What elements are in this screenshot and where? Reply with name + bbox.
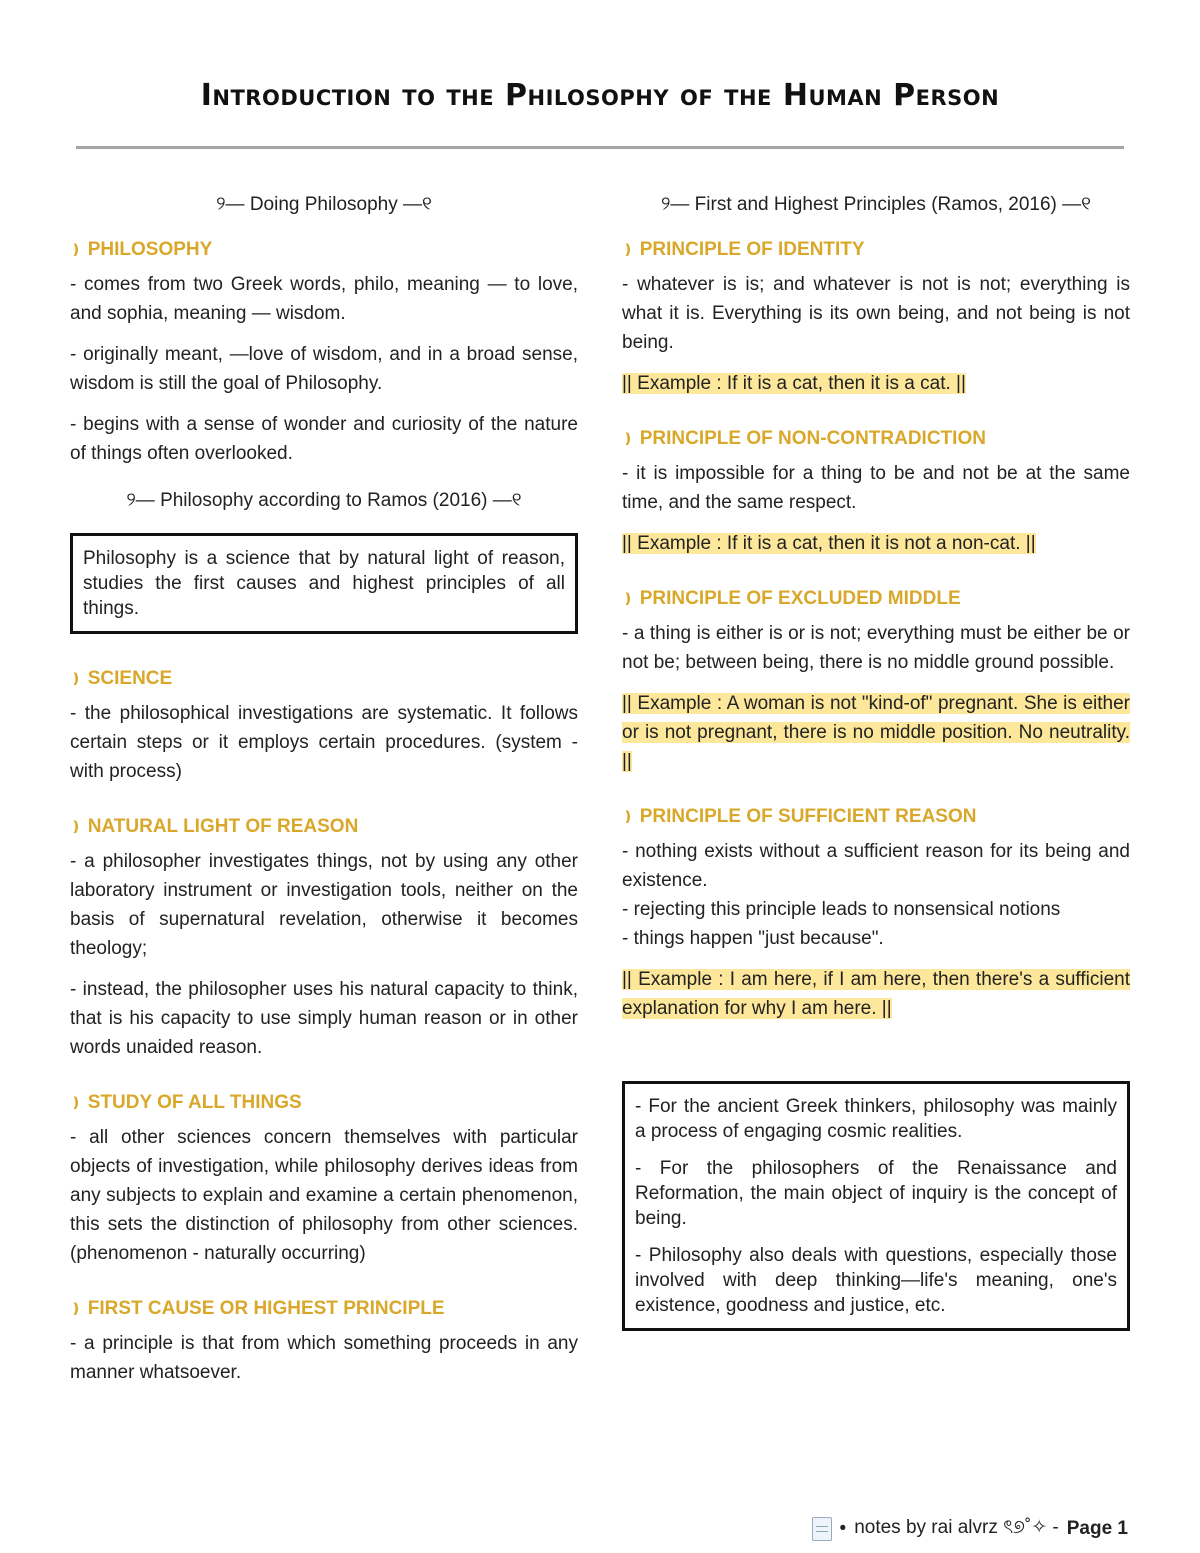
section-banner-doing-philosophy: ୨— Doing Philosophy —୧ (216, 194, 432, 215)
identity-example: || Example : If it is a cat, then it is a cat. || (622, 373, 966, 394)
bullet-marker-icon: ❫ (622, 430, 634, 446)
document-title: Introduction to the Philosophy of the Human Person (200, 78, 1000, 113)
heading-first-cause: ❫ FIRST CAUSE OR HIGHEST PRINCIPLE (70, 1294, 578, 1323)
heading-philosophy: ❫ PHILOSOPHY (70, 235, 578, 264)
bullet-marker-icon: ❫ (622, 590, 634, 606)
definition-box (70, 533, 578, 634)
bullet-marker-icon: ❫ (70, 818, 82, 834)
bullet-marker-icon: ❫ (622, 808, 634, 824)
non-contradiction-example-block (622, 529, 1130, 558)
excluded-middle-point-1: - a thing is either is or is not; everything must be either be or not be; between being, there is no middle ground possible. (622, 623, 1130, 673)
notes-box-point-1: - For the ancient Greek thinkers, philosophy was mainly a process of engaging cosmic realities. (635, 1096, 1117, 1142)
section-banner-principles: ୨— First and Highest Principles (Ramos, 2016) —୧ (660, 194, 1092, 215)
first-cause-point-1: - a principle is that from which something proceeds in any manner whatsoever. (70, 1333, 578, 1383)
excluded-middle-example: || Example : A woman is not "kind-of" pregnant. She is either or is not pregnant, there is no middle position. No neutrality. || (622, 693, 1130, 772)
natural-light-point-2: - instead, the philosopher uses his natural capacity to think, that is his capacity to use simply human reason or in other words unaided reason. (70, 979, 578, 1058)
sufficient-reason-point-2: - rejecting this principle leads to nonsensical notions (622, 899, 1061, 920)
bullet-marker-icon: ❫ (70, 670, 82, 686)
heading-sufficient-reason: ❫ PRINCIPLE OF SUFFICIENT REASON (622, 802, 1130, 831)
non-contradiction-example: || Example : If it is a cat, then it is not a non-cat. || (622, 533, 1036, 554)
philosophy-point-2: - originally meant, —love of wisdom, and in a broad sense, wisdom is still the goal of Philosophy. (70, 344, 578, 394)
notes-box (622, 1081, 1130, 1331)
heading-natural-light: ❫ NATURAL LIGHT OF REASON (70, 812, 578, 841)
notes-box-point-3: - Philosophy also deals with questions, especially those involved with deep thinking—life's meaning, one's existence, goodness and justice, etc. (635, 1245, 1117, 1316)
natural-light-point-1: - a philosopher investigates things, not by using any other laboratory instrument or investigation tools, neither on the basis of supernatural revelation, otherwise it becomes theology; (70, 851, 578, 959)
heading-excluded-middle: ❫ PRINCIPLE OF EXCLUDED MIDDLE (622, 584, 1130, 613)
identity-example-block (622, 369, 1130, 398)
notes-box-point-2: - For the philosophers of the Renaissance and Reformation, the main object of inquiry is the concept of being. (635, 1158, 1117, 1229)
sufficient-reason-point-3: - things happen "just because". (622, 928, 884, 949)
sufficient-reason-example: || Example : I am here, if I am here, then there's a sufficient explanation for why I am here. || (622, 969, 1130, 1019)
title-divider (76, 146, 1124, 149)
heading-non-contradiction: ❫ PRINCIPLE OF NON-CONTRADICTION (622, 424, 1130, 453)
page-footer (812, 1513, 1128, 1545)
section-banner-ramos: ୨— Philosophy according to Ramos (2016) —୧ (126, 490, 522, 511)
footer-bullet: • (839, 1518, 847, 1539)
excluded-middle-example-block (622, 689, 1130, 776)
identity-point-1: - whatever is is; and whatever is not is not; everything is what it is. Everything is its own being, and not being is not being. (622, 274, 1130, 353)
notepad-icon (812, 1517, 832, 1541)
bullet-marker-icon: ❫ (622, 241, 634, 257)
sufficient-reason-point-1: - nothing exists without a sufficient reason for its being and existence. (622, 841, 1130, 891)
bullet-marker-icon: ❫ (70, 1094, 82, 1110)
page-number: Page 1 (1066, 1518, 1128, 1539)
left-column (70, 190, 578, 1399)
philosophy-point-1: - comes from two Greek words, philo, meaning — to love, and sophia, meaning — wisdom. (70, 274, 578, 324)
bullet-marker-icon: ❫ (70, 241, 82, 257)
right-column (622, 190, 1130, 1361)
non-contradiction-point-1: - it is impossible for a thing to be and not be at the same time, and the same respect. (622, 463, 1130, 513)
footer-credit: notes by rai alvrz ৎ୭˚✧ - (854, 1517, 1059, 1538)
science-point-1: - the philosophical investigations are systematic. It follows certain steps or it employs certain procedures. (system - with process) (70, 703, 578, 782)
heading-science: ❫ SCIENCE (70, 664, 578, 693)
heading-identity: ❫ PRINCIPLE OF IDENTITY (622, 235, 1130, 264)
study-point-1: - all other sciences concern themselves with particular objects of investigation, while philosophy derives ideas from any subjects to explain and examine a certain phenomenon, this sets the distinction of philosophy from other sciences. (phenomenon - naturally occurring) (70, 1127, 578, 1264)
definition-text: Philosophy is a science that by natural light of reason, studies the first causes and highest principles of all things. (83, 548, 565, 619)
philosophy-point-3: - begins with a sense of wonder and curiosity of the nature of things often overlooked. (70, 414, 578, 464)
bullet-marker-icon: ❫ (70, 1300, 82, 1316)
sufficient-reason-example-block (622, 965, 1130, 1023)
heading-study-all-things: ❫ STUDY OF ALL THINGS (70, 1088, 578, 1117)
